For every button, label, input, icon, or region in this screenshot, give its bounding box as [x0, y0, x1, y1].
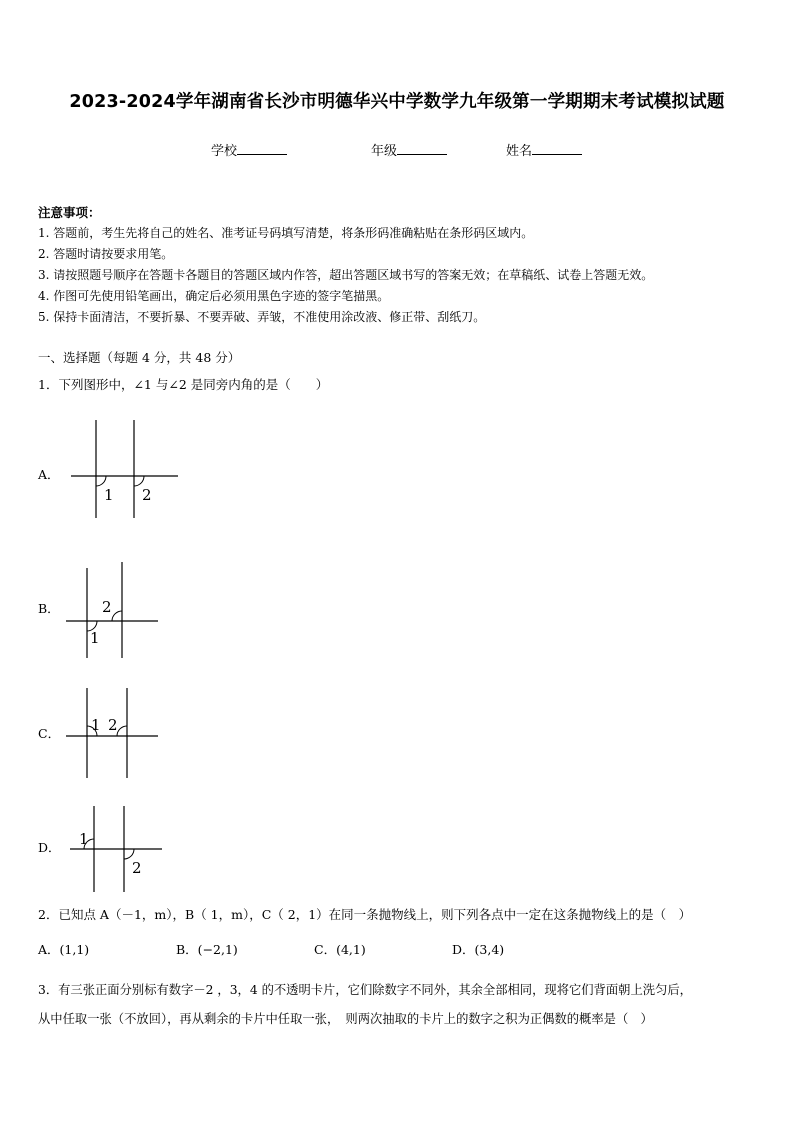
choice-a[interactable]: A．(1,1) — [38, 942, 90, 957]
option-b-figure — [62, 560, 162, 660]
choice-b[interactable]: B．(−2,1) — [176, 942, 238, 957]
angle-2-label: 2 — [142, 486, 152, 504]
question-1-stem: 1．下列图形中，∠1 与∠2 是同旁内角的是（ ） — [38, 377, 329, 392]
note-item: 1. 答题前，考生先将自己的姓名、准考证号码填写清楚，将条形码准确粘贴在条形码区域内。 — [38, 226, 534, 240]
option-c-figure — [62, 686, 162, 780]
question-2-stem: 2．已知点 A（－1，m），B（ 1，m），C（ 2，1）在同一条抛物线上，则下列各点中一定在这条抛物线上的是（ ） — [38, 907, 692, 922]
choice-c[interactable]: C．(4,1) — [314, 942, 366, 957]
choice-d[interactable]: D．(3,4) — [452, 942, 505, 957]
option-a-label: A． — [38, 467, 60, 482]
note-item: 4. 作图可先使用铅笔画出，确定后必须用黑色字迹的签字笔描黑。 — [38, 289, 390, 303]
note-item: 2. 答题时请按要求用笔。 — [38, 247, 174, 261]
angle-2-label: 2 — [108, 716, 118, 734]
page-title: 2023-2024学年湖南省长沙市明德华兴中学数学九年级第一学期期末考试模拟试题 — [69, 92, 725, 112]
angle-1-label: 1 — [90, 629, 100, 647]
school-field[interactable] — [211, 140, 287, 159]
option-b-label: B． — [38, 601, 60, 616]
school-label: 学校 — [211, 144, 238, 159]
name-label: 姓名 — [506, 144, 533, 159]
grade-field[interactable] — [371, 140, 447, 159]
angle-1-label: 1 — [79, 830, 89, 848]
angle-1-label: 1 — [91, 716, 101, 734]
section-heading: 一、选择题（每题 4 分，共 48 分） — [38, 350, 241, 365]
name-field[interactable] — [506, 140, 582, 159]
option-c-label: C． — [38, 726, 61, 741]
grade-blank[interactable] — [397, 142, 447, 155]
school-blank[interactable] — [237, 142, 287, 155]
question-3-line-1: 3．有三张正面分别标有数字－2 ，3，4 的不透明卡片，它们除数字不同外，其余全部相同，现将它们背面朝上洗匀后， — [38, 983, 692, 997]
angle-1-label: 1 — [104, 486, 114, 504]
angle-2-label: 2 — [102, 598, 112, 616]
question-3-line-2: 从中任取一张（不放回），再从剩余的卡片中任取一张， 则两次抽取的卡片上的数字之积为正偶数的概率是（ ） — [38, 1012, 653, 1026]
notes-title: 注意事项： — [38, 205, 101, 220]
option-a-figure — [66, 418, 186, 522]
name-blank[interactable] — [532, 142, 582, 155]
option-d-figure — [66, 804, 166, 896]
note-item: 3. 请按照题号顺序在答题卡各题目的答题区域内作答，超出答题区域书写的答案无效；在草稿纸、试卷上答题无效。 — [38, 268, 654, 282]
option-d-label: D． — [38, 840, 61, 855]
angle-2-label: 2 — [132, 859, 142, 877]
grade-label: 年级 — [371, 144, 398, 159]
note-item: 5. 保持卡面清洁，不要折暴、不要弄破、弄皱，不准使用涂改液、修正带、刮纸刀。 — [38, 310, 486, 324]
